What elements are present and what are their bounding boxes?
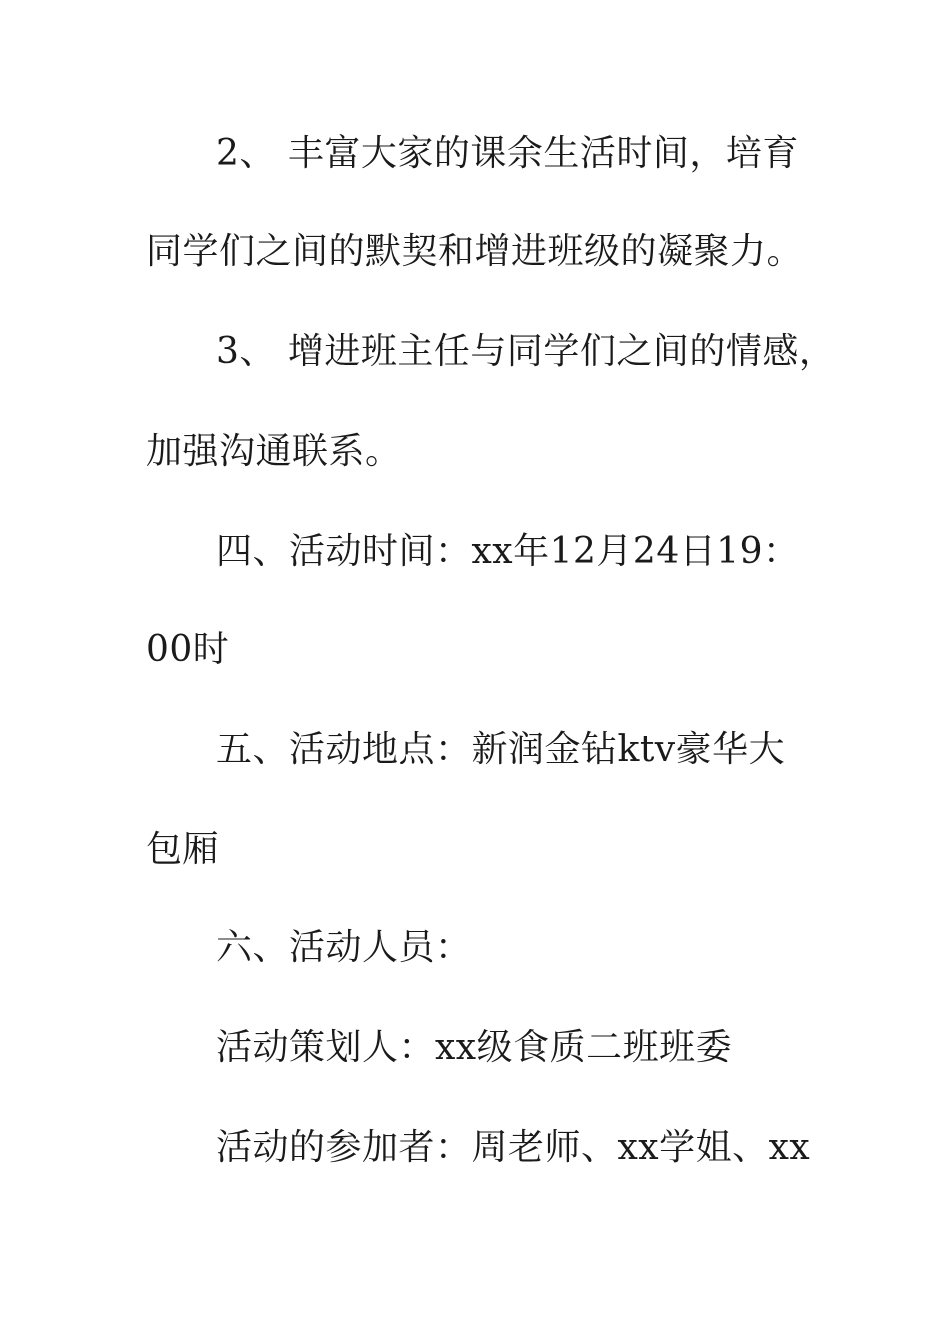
activity-time-line-1: 四、活动时间：xx年12月24日19： (216, 531, 800, 572)
paragraph-goal-2-line-2: 同学们之间的默契和增进班级的凝聚力。 (146, 231, 804, 272)
activity-location-line-1: 五、活动地点：新润金钻ktv豪华大 (216, 729, 786, 770)
activity-location-line-2: 包厢 (146, 829, 220, 870)
paragraph-goal-2-line-1: 2、 丰富大家的课余生活时间，培育 (216, 133, 799, 174)
activity-time-line-2: 00时 (146, 629, 230, 670)
paragraph-goal-3-line-1: 3、 增进班主任与同学们之间的情感， (216, 331, 836, 372)
activity-planner-line: 活动策划人：xx级食质二班班委 (216, 1027, 733, 1068)
activity-personnel-heading: 六、活动人员： (216, 927, 472, 968)
activity-participants-line: 活动的参加者：周老师、xx学姐、xx (216, 1127, 811, 1168)
paragraph-goal-3-line-2: 加强沟通联系。 (146, 431, 402, 472)
